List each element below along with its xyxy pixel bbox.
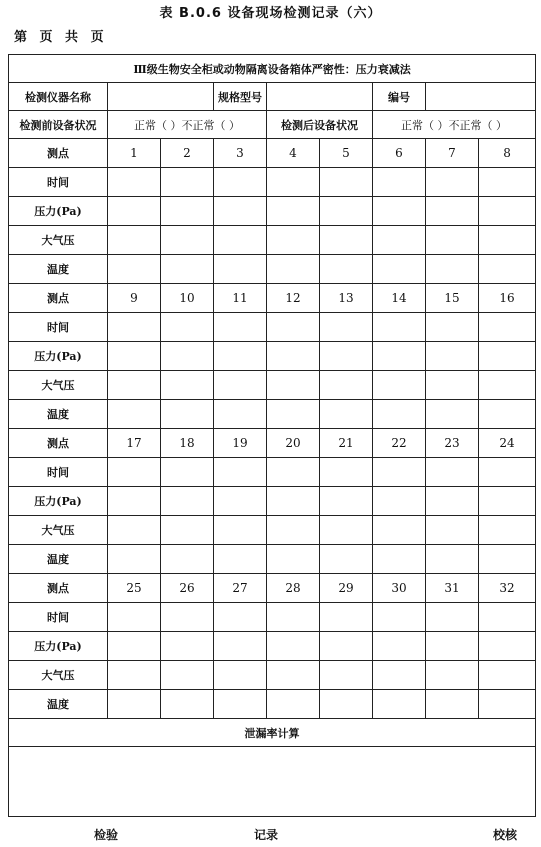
pressure-value-cell[interactable] [320,632,373,661]
pressure-value-cell[interactable] [426,632,479,661]
atm-value-cell[interactable] [426,661,479,690]
point-number: 24 [479,429,536,458]
temp-value-cell[interactable] [373,545,426,574]
time-value-cell[interactable] [373,313,426,342]
pressure-value-cell[interactable] [108,632,161,661]
time-value-cell[interactable] [108,168,161,197]
point-number: 2 [161,139,214,168]
pressure-value-cell[interactable] [479,632,536,661]
pressure-value-cell[interactable] [214,197,267,226]
post-status-label: 检测后设备状况 [267,111,373,139]
pressure-value-cell[interactable] [108,342,161,371]
temp-value-cell[interactable] [161,255,214,284]
time-value-cell[interactable] [426,313,479,342]
atm-value-cell[interactable] [426,371,479,400]
atm-value-cell[interactable] [373,661,426,690]
temp-value-cell[interactable] [373,690,426,719]
atm-value-cell[interactable] [320,226,373,255]
time-value-cell[interactable] [267,458,320,487]
row-label-atm: 大气压 [9,226,108,255]
inspect-label: 检验 [94,828,119,842]
point-number: 15 [426,284,479,313]
serial-label: 编号 [373,83,426,111]
point-number: 20 [267,429,320,458]
pressure-value-cell[interactable] [373,632,426,661]
time-value-cell[interactable] [320,313,373,342]
row-label-point: 测点 [9,284,108,313]
temp-value-cell[interactable] [320,400,373,429]
temp-value-cell[interactable] [108,255,161,284]
row-label-temp: 温度 [9,545,108,574]
temp-value-cell[interactable] [373,255,426,284]
pressure-value-cell[interactable] [161,632,214,661]
pressure-value-cell[interactable] [214,342,267,371]
point-number: 4 [267,139,320,168]
row-label-time: 时间 [9,168,108,197]
temp-value-cell[interactable] [161,690,214,719]
signature-row [0,826,541,844]
point-number: 7 [426,139,479,168]
temp-value-cell[interactable] [267,400,320,429]
time-value-cell[interactable] [214,603,267,632]
temp-value-cell[interactable] [214,690,267,719]
point-number: 10 [161,284,214,313]
pressure-value-cell[interactable] [479,197,536,226]
time-value-cell[interactable] [426,458,479,487]
atm-value-cell[interactable] [320,661,373,690]
time-value-cell[interactable] [161,603,214,632]
row-label-temp: 温度 [9,255,108,284]
pressure-value-cell[interactable] [214,487,267,516]
pressure-value-cell[interactable] [161,197,214,226]
point-number: 22 [373,429,426,458]
point-number: 5 [320,139,373,168]
point-number: 29 [320,574,373,603]
row-label-temp: 温度 [9,400,108,429]
point-number: 13 [320,284,373,313]
temp-value-cell[interactable] [161,400,214,429]
pressure-value-cell[interactable] [426,342,479,371]
time-value-cell[interactable] [267,168,320,197]
point-number: 32 [479,574,536,603]
proofread-label: 校核 [493,828,518,842]
point-number: 21 [320,429,373,458]
instrument-name-value[interactable] [108,83,214,111]
pressure-value-cell[interactable] [267,632,320,661]
page-info: 第 页 共 页 [14,30,108,45]
point-number: 16 [479,284,536,313]
time-value-cell[interactable] [267,313,320,342]
pressure-value-cell[interactable] [373,342,426,371]
time-value-cell[interactable] [320,168,373,197]
point-number: 25 [108,574,161,603]
time-value-cell[interactable] [426,168,479,197]
temp-value-cell[interactable] [267,545,320,574]
point-number: 9 [108,284,161,313]
pressure-value-cell[interactable] [320,197,373,226]
atm-value-cell[interactable] [267,226,320,255]
atm-value-cell[interactable] [161,661,214,690]
point-number: 19 [214,429,267,458]
time-value-cell[interactable] [373,458,426,487]
pressure-value-cell[interactable] [479,342,536,371]
temp-value-cell[interactable] [426,400,479,429]
row-label-pressure: 压力(Pa) [9,487,108,516]
atm-value-cell[interactable] [479,226,536,255]
point-number: 30 [373,574,426,603]
atm-value-cell[interactable] [267,516,320,545]
inspection-record-table [8,54,536,817]
time-value-cell[interactable] [161,168,214,197]
leak-calc-label: 泄漏率计算 [9,719,536,747]
pressure-value-cell[interactable] [161,342,214,371]
time-value-cell[interactable] [161,458,214,487]
row-label-pressure: 压力(Pa) [9,197,108,226]
atm-value-cell[interactable] [214,226,267,255]
row-label-time: 时间 [9,458,108,487]
model-value[interactable] [267,83,373,111]
point-number: 17 [108,429,161,458]
atm-value-cell[interactable] [267,371,320,400]
atm-value-cell[interactable] [267,661,320,690]
atm-value-cell[interactable] [479,661,536,690]
time-value-cell[interactable] [373,603,426,632]
instrument-name-label: 检测仪器名称 [9,83,108,111]
time-value-cell[interactable] [479,168,536,197]
atm-value-cell[interactable] [320,516,373,545]
atm-value-cell[interactable] [214,516,267,545]
temp-value-cell[interactable] [479,545,536,574]
temp-value-cell[interactable] [426,255,479,284]
point-number: 28 [267,574,320,603]
temp-value-cell[interactable] [108,545,161,574]
row-label-point: 测点 [9,139,108,168]
atm-value-cell[interactable] [373,371,426,400]
atm-value-cell[interactable] [161,516,214,545]
temp-value-cell[interactable] [479,400,536,429]
time-value-cell[interactable] [479,313,536,342]
temp-value-cell[interactable] [214,545,267,574]
point-number: 11 [214,284,267,313]
row-label-atm: 大气压 [9,516,108,545]
point-number: 12 [267,284,320,313]
pressure-value-cell[interactable] [320,487,373,516]
time-value-cell[interactable] [161,313,214,342]
atm-value-cell[interactable] [108,516,161,545]
atm-value-cell[interactable] [373,226,426,255]
atm-value-cell[interactable] [161,371,214,400]
row-label-atm: 大气压 [9,371,108,400]
row-label-pressure: 压力(Pa) [9,342,108,371]
pre-status-label: 检测前设备状况 [9,111,108,139]
method-title-cell: Ⅲ级生物安全柜或动物隔离设备箱体严密性：压力衰减法 [9,55,536,83]
atm-value-cell[interactable] [108,371,161,400]
time-value-cell[interactable] [373,168,426,197]
pressure-value-cell[interactable] [214,632,267,661]
pressure-value-cell[interactable] [267,342,320,371]
point-number: 23 [426,429,479,458]
temp-value-cell[interactable] [214,400,267,429]
row-label-time: 时间 [9,603,108,632]
atm-value-cell[interactable] [214,661,267,690]
time-value-cell[interactable] [426,603,479,632]
time-value-cell[interactable] [214,458,267,487]
temp-value-cell[interactable] [267,255,320,284]
temp-value-cell[interactable] [320,545,373,574]
row-label-atm: 大气压 [9,661,108,690]
atm-value-cell[interactable] [214,371,267,400]
point-number: 18 [161,429,214,458]
row-label-pressure: 压力(Pa) [9,632,108,661]
point-number: 31 [426,574,479,603]
temp-value-cell[interactable] [267,690,320,719]
temp-value-cell[interactable] [373,400,426,429]
atm-value-cell[interactable] [108,226,161,255]
temp-value-cell[interactable] [320,690,373,719]
record-label: 记录 [254,828,279,842]
point-number: 8 [479,139,536,168]
pressure-value-cell[interactable] [108,197,161,226]
time-value-cell[interactable] [267,603,320,632]
temp-value-cell[interactable] [426,545,479,574]
pressure-value-cell[interactable] [267,487,320,516]
temp-value-cell[interactable] [479,690,536,719]
point-number: 6 [373,139,426,168]
temp-value-cell[interactable] [108,400,161,429]
time-value-cell[interactable] [108,603,161,632]
atm-value-cell[interactable] [426,516,479,545]
time-value-cell[interactable] [108,458,161,487]
serial-value[interactable] [426,83,536,111]
pressure-value-cell[interactable] [320,342,373,371]
row-label-temp: 温度 [9,690,108,719]
pressure-value-cell[interactable] [373,487,426,516]
atm-value-cell[interactable] [161,226,214,255]
atm-value-cell[interactable] [479,371,536,400]
atm-value-cell[interactable] [373,516,426,545]
document-title: 表 B.0.6 设备现场检测记录（六） [159,6,382,21]
time-value-cell[interactable] [108,313,161,342]
point-number: 1 [108,139,161,168]
point-number: 26 [161,574,214,603]
temp-value-cell[interactable] [320,255,373,284]
pressure-value-cell[interactable] [267,197,320,226]
time-value-cell[interactable] [320,458,373,487]
time-value-cell[interactable] [214,313,267,342]
row-label-time: 时间 [9,313,108,342]
time-value-cell[interactable] [214,168,267,197]
time-value-cell[interactable] [320,603,373,632]
time-value-cell[interactable] [479,458,536,487]
point-number: 14 [373,284,426,313]
pressure-value-cell[interactable] [426,487,479,516]
pre-status-value[interactable]: 正常（ ）不正常（ ） [108,111,267,139]
temp-value-cell[interactable] [426,690,479,719]
leak-calc-area[interactable] [9,747,536,817]
temp-value-cell[interactable] [108,690,161,719]
pressure-value-cell[interactable] [426,197,479,226]
point-number: 27 [214,574,267,603]
temp-value-cell[interactable] [161,545,214,574]
atm-value-cell[interactable] [426,226,479,255]
atm-value-cell[interactable] [479,516,536,545]
model-label: 规格型号 [214,83,267,111]
row-label-point: 测点 [9,574,108,603]
time-value-cell[interactable] [479,603,536,632]
pressure-value-cell[interactable] [108,487,161,516]
temp-value-cell[interactable] [214,255,267,284]
point-number: 3 [214,139,267,168]
pressure-value-cell[interactable] [373,197,426,226]
pressure-value-cell[interactable] [161,487,214,516]
temp-value-cell[interactable] [479,255,536,284]
atm-value-cell[interactable] [108,661,161,690]
atm-value-cell[interactable] [320,371,373,400]
post-status-value[interactable]: 正常（ ）不正常（ ） [373,111,536,139]
row-label-point: 测点 [9,429,108,458]
pressure-value-cell[interactable] [479,487,536,516]
